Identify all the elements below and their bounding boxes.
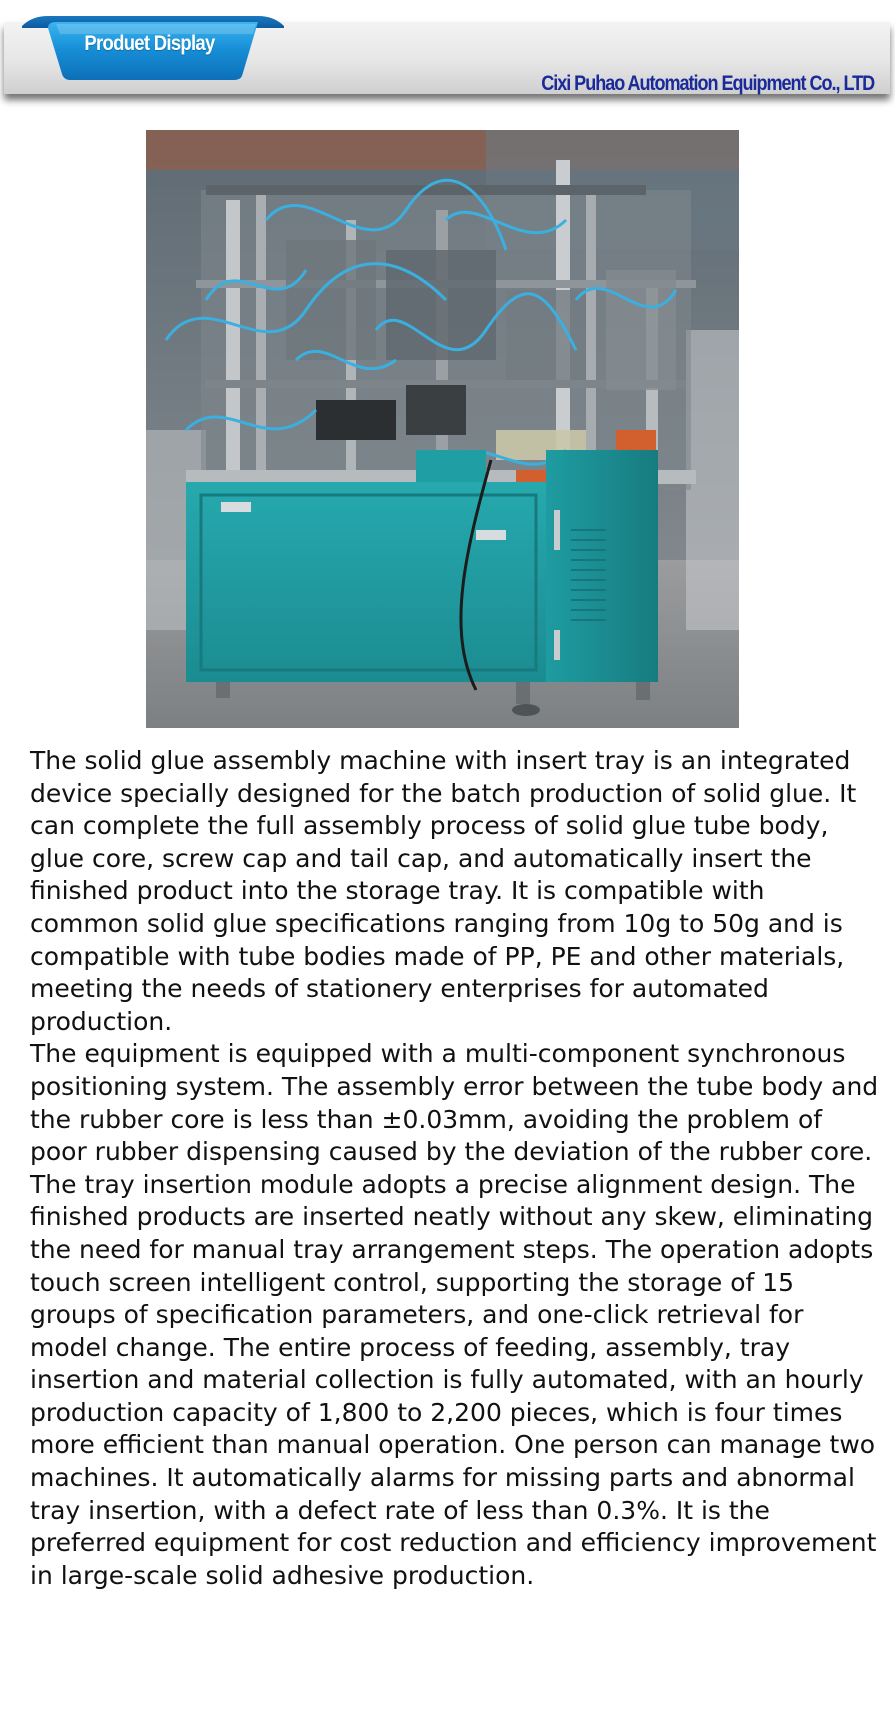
company-name: Cixi Puhao Automation Equipment Co., LTD	[541, 72, 874, 95]
description-paragraph-2: The equipment is equipped with a multi-component synchronous positioning system. The assembly error between the tube body and the rubber core is less than ±0.03mm, avoiding the problem of poor rubber dispensing caused by the deviation of the rubber core. The tray insertion module adopts a precise alignment design. The finished products are inserted neatly without any skew, eliminating the need for manual tray arrangement steps. The operation adopts touch screen intelligent control, supporting the storage of 15 groups of specification parameters, and one-click retrieval for model change. The entire process of feeding, assembly, tray insertion and material collection is fully automated, with an hourly production capacity of 1,800 to 2,200 pieces, which is four times more efficient than manual operation. One person can manage two machines. It automatically alarms for missing parts and abnormal tray insertion, with a defect rate of less than 0.3%. It is the preferred equipment for cost reduction and efficiency improvement in large-scale solid adhesive production.	[30, 1039, 879, 1590]
description-paragraph-1: The solid glue assembly machine with insert tray is an integrated device specially designed for the batch production of solid glue. It can complete the full assembly process of solid glue tube body, glue core, screw cap and tail cap, and automatically insert the finished product into the storage tray. It is compatible with common solid glue specifications ranging from 10g to 50g and is compatible with tube bodies made of PP, PE and other materials, meeting the needs of stationery enterprises for automated production.	[30, 746, 857, 1036]
product-photo	[146, 130, 739, 728]
machine-illustration	[146, 130, 739, 728]
tab-label: Produet Display	[84, 32, 215, 55]
product-description	[30, 745, 880, 1592]
product-display-tab	[22, 14, 284, 80]
